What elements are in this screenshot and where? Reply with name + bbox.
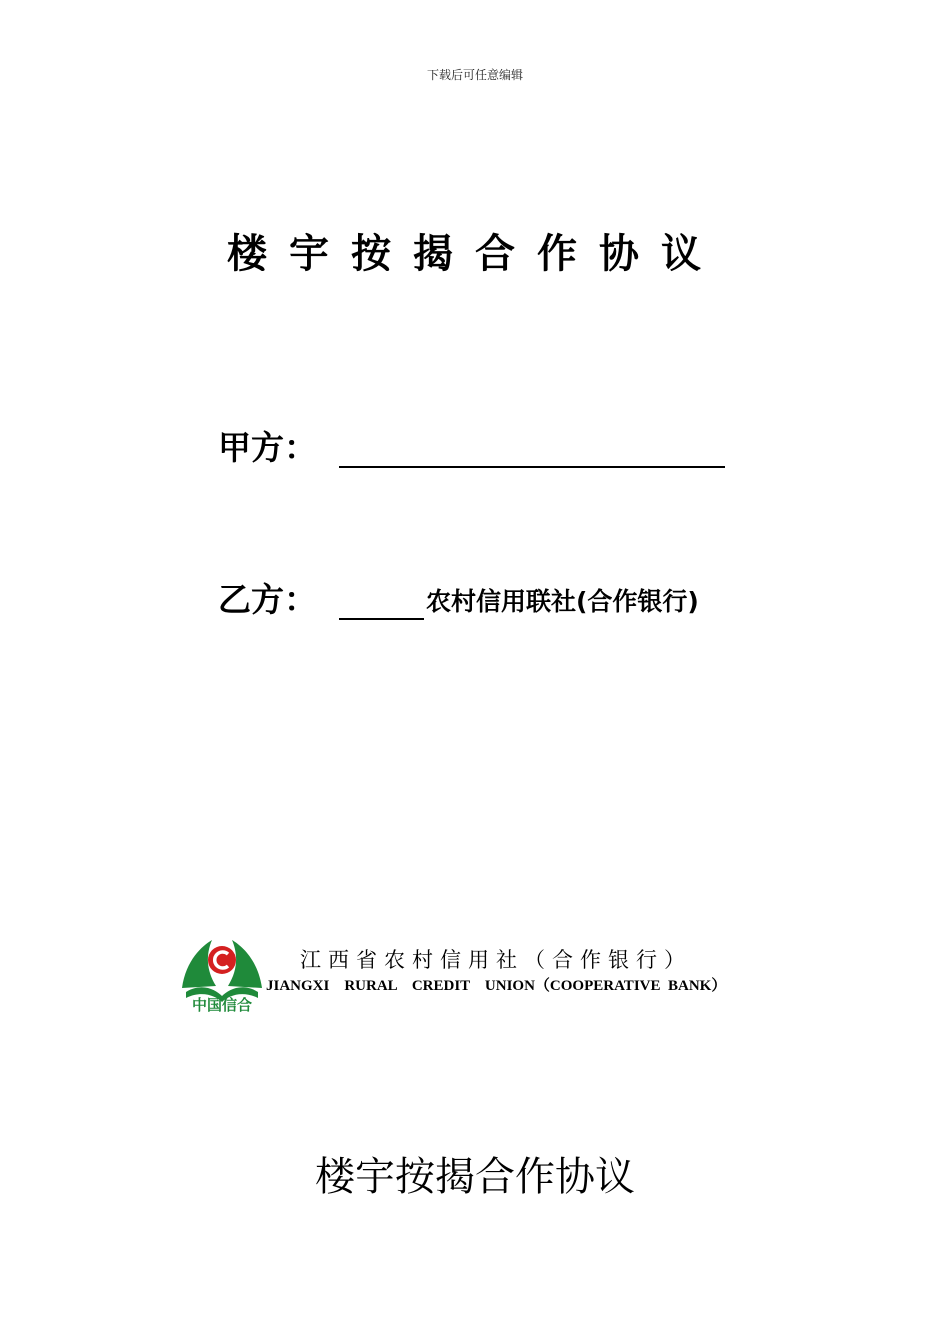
- organization-name-cn: 江西省农村信用社（合作银行）: [300, 948, 692, 972]
- party-b-label: 乙方：: [218, 580, 317, 619]
- second-title: 楼宇按揭合作协议: [315, 1154, 635, 1200]
- organization-name-en: JIANGXI RURAL CREDIT UNION（COOPERATIVE BANK）: [266, 978, 727, 994]
- party-b-row: [218, 580, 699, 620]
- party-a-row: [218, 428, 725, 468]
- party-a-blank-line: [339, 432, 725, 468]
- organization-logo-block: [172, 930, 772, 1020]
- rural-credit-union-logo: [172, 930, 272, 1012]
- party-b-blank-line: [339, 584, 424, 620]
- party-a-label: 甲方：: [218, 428, 317, 467]
- party-b-value: 农村信用联社(合作银行): [426, 587, 699, 616]
- document-title: 楼宇按揭合作协议: [227, 231, 723, 277]
- logo-emblem-text: 中国信合: [191, 996, 253, 1012]
- logo-coin: [208, 946, 236, 974]
- header-note: 下载后可任意编辑: [426, 68, 523, 82]
